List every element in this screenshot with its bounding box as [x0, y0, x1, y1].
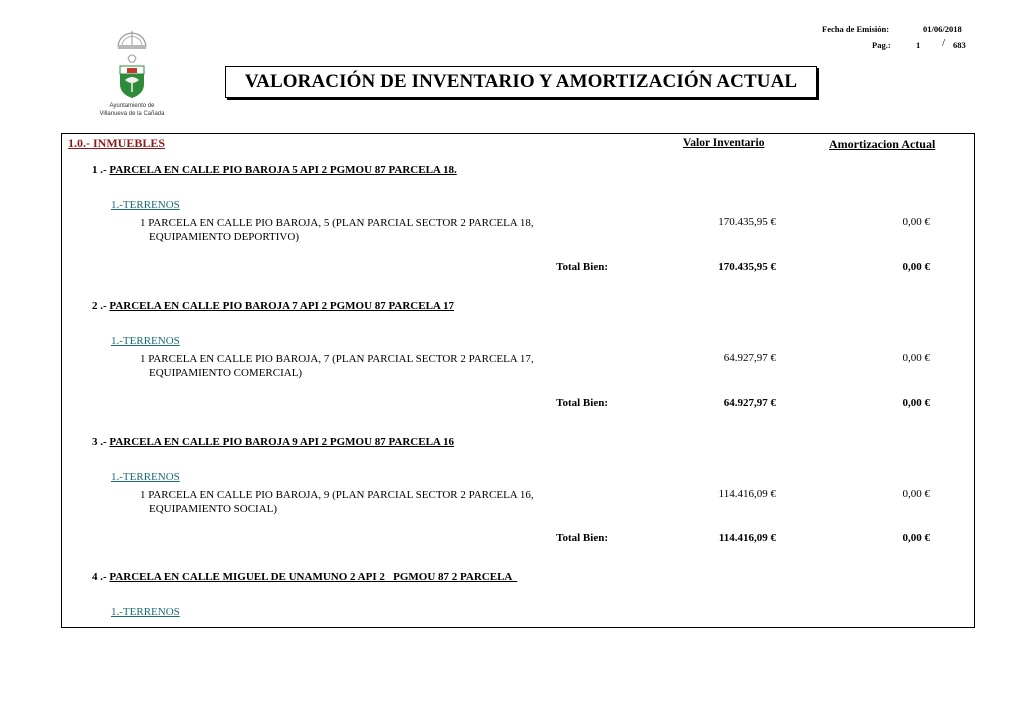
- item-description: [140, 488, 570, 516]
- description-line2: EQUIPAMIENTO SOCIAL): [149, 503, 278, 515]
- total-inventory-value: 170.435,95 €: [718, 261, 776, 273]
- item-number: 1 .-: [92, 164, 107, 176]
- total-label: Total Bien:: [556, 261, 608, 273]
- emission-date: 01/06/2018: [923, 24, 962, 34]
- section-title: 1.0.- INMUEBLES: [68, 136, 166, 150]
- page-number: 1: [916, 40, 921, 50]
- report-title-box: [225, 66, 817, 98]
- description-line1: 1 PARCELA EN CALLE PIO BAROJA, 9 (PLAN PARCIAL SECTOR 2 PARCELA 16,: [140, 489, 534, 501]
- item-number: 2 .-: [92, 300, 107, 312]
- municipal-coat-of-arms-logo: [92, 28, 172, 120]
- inventory-value: 64.927,97 €: [723, 352, 776, 364]
- page-label: Pag.:: [872, 40, 891, 50]
- total-amortization-value: 0,00 €: [902, 261, 930, 273]
- item-number: 3 .-: [92, 436, 107, 448]
- item-title: PARCELA EN CALLE MIGUEL DE UNAMUNO 2 API 2 PGMOU 87 2 PARCELA: [109, 571, 518, 583]
- item-description: [140, 216, 570, 244]
- amortization-value: 0,00 €: [902, 216, 930, 228]
- amortization-value: 0,00 €: [902, 488, 930, 500]
- item-title: PARCELA EN CALLE PIO BAROJA 9 API 2 PGMOU 87 PARCELA 16: [109, 436, 455, 448]
- crown-shield-icon: [92, 28, 172, 102]
- report-frame: [61, 133, 975, 628]
- inventory-value: 114.416,09 €: [718, 488, 776, 500]
- description-line2: EQUIPAMIENTO COMERCIAL): [149, 367, 303, 379]
- logo-text-line2: Villanueva de la Cañada: [99, 111, 165, 117]
- item-heading: [92, 164, 457, 176]
- total-amortization-value: 0,00 €: [902, 532, 930, 544]
- subcategory-link[interactable]: 1.-TERRENOS: [111, 199, 180, 211]
- subcategory-link[interactable]: 1.-TERRENOS: [111, 606, 180, 618]
- description-line2: EQUIPAMIENTO DEPORTIVO): [149, 231, 299, 243]
- item-title: PARCELA EN CALLE PIO BAROJA 5 API 2 PGMOU 87 PARCELA 18.: [109, 164, 457, 176]
- item-description: [140, 352, 570, 380]
- inventory-value: 170.435,95 €: [718, 216, 776, 228]
- logo-text-line1: Ayuntamiento de: [109, 103, 155, 109]
- item-title: PARCELA EN CALLE PIO BAROJA 7 API 2 PGMOU 87 PARCELA 17: [109, 300, 455, 312]
- total-label: Total Bien:: [556, 532, 608, 544]
- column-header-amortization: Amortizacion Actual: [829, 137, 936, 151]
- item-heading: [92, 300, 454, 312]
- total-inventory-value: 64.927,97 €: [723, 397, 776, 409]
- item-heading: [92, 571, 517, 583]
- page-separator: /: [942, 37, 946, 49]
- item-number: 4 .-: [92, 571, 107, 583]
- description-line1: 1 PARCELA EN CALLE PIO BAROJA, 5 (PLAN PARCIAL SECTOR 2 PARCELA 18,: [140, 217, 534, 229]
- subcategory-link[interactable]: 1.-TERRENOS: [111, 471, 180, 483]
- total-amortization-value: 0,00 €: [902, 397, 930, 409]
- report-title: VALORACIÓN DE INVENTARIO Y AMORTIZACIÓN ACTUAL: [244, 71, 798, 92]
- page-total: 683: [953, 40, 966, 50]
- total-inventory-value: 114.416,09 €: [718, 532, 776, 544]
- subcategory-link[interactable]: 1.-TERRENOS: [111, 335, 180, 347]
- total-label: Total Bien:: [556, 397, 608, 409]
- amortization-value: 0,00 €: [902, 352, 930, 364]
- emission-label: Fecha de Emisión:: [822, 24, 890, 34]
- item-heading: [92, 436, 454, 448]
- column-header-value: Valor Inventario: [683, 137, 765, 149]
- description-line1: 1 PARCELA EN CALLE PIO BAROJA, 7 (PLAN PARCIAL SECTOR 2 PARCELA 17,: [140, 353, 534, 365]
